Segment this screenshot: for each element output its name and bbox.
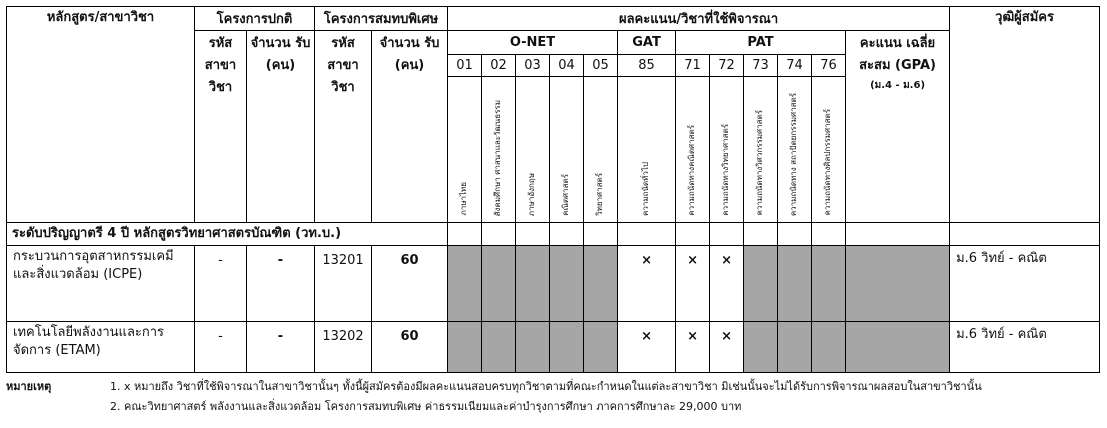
qualification-header: วุฒิผู้สมัคร: [950, 7, 1100, 223]
subject-name-cell: [676, 77, 710, 223]
subject-name: ความถนัดทางวิศวกรรมศาสตร์: [755, 110, 765, 216]
notes-label: หมายเหตุ: [6, 380, 52, 393]
gat-mark: ×: [618, 246, 676, 322]
empty-cell: [812, 223, 846, 246]
notes-list: [110, 377, 1100, 417]
shaded-cell: [812, 322, 846, 373]
gat-header: GAT: [618, 31, 676, 55]
special-code: 13202: [315, 322, 372, 373]
subject-name-cell: [618, 77, 676, 223]
subject-code: 71: [676, 55, 710, 77]
scores-header: ผลคะแนน/วิชาที่ใช้พิจารณา: [448, 7, 950, 31]
empty-cell: [584, 223, 618, 246]
shaded-cell: [584, 246, 618, 322]
shaded-cell: [778, 322, 812, 373]
shaded-cell: [482, 322, 516, 373]
subject-name: วิทยาศาสตร์: [595, 173, 605, 216]
subject-code: 02: [482, 55, 516, 77]
shaded-cell: [516, 322, 550, 373]
regular-code: -: [195, 246, 247, 322]
qualification-value: ม.6 วิทย์ - คณิต: [950, 322, 1100, 373]
shaded-cell: [448, 246, 482, 322]
subject-code: 05: [584, 55, 618, 77]
admission-table: [6, 6, 1100, 373]
subject-name: ความถนัดทางคณิตศาสตร์: [687, 125, 697, 216]
gpa-range: (ม.4 - ม.6): [870, 80, 926, 92]
subject-name-cell: [778, 77, 812, 223]
note-item: 2. คณะวิทยาศาสตร์ พลังงานและสิ่งแวดล้อม โครงการสมทบพิเศษ ค่าธรรมเนียมและค่าบำรุงการศึกษา ภาคการศึกษาละ 29,000 บาท: [110, 400, 742, 413]
regular-header: โครงการปกติ: [195, 7, 315, 31]
subject-name-cell: [812, 77, 846, 223]
program-header: หลักสูตร/สาขาวิชา: [7, 7, 195, 223]
pat72-mark: ×: [710, 322, 744, 373]
subject-name: คณิตศาสตร์: [561, 174, 571, 216]
shaded-cell: [584, 322, 618, 373]
gpa-header: [846, 31, 950, 223]
subject-name: ความถนัดทาง สถาปัตยกรรมศาสตร์: [789, 92, 799, 216]
subject-name-cell: [516, 77, 550, 223]
empty-cell: [448, 223, 482, 246]
gpa-label: คะแนน เฉลี่ยสะสม (GPA): [859, 36, 936, 74]
pat71-mark: ×: [676, 246, 710, 322]
empty-cell: [950, 223, 1100, 246]
special-seats: 60: [372, 322, 448, 373]
pat72-mark: ×: [710, 246, 744, 322]
shaded-cell: [846, 322, 950, 373]
table-row: [7, 322, 1100, 373]
pat-header: PAT: [676, 31, 846, 55]
shaded-cell: [550, 246, 584, 322]
shaded-cell: [812, 246, 846, 322]
qualification-value: ม.6 วิทย์ - คณิต: [950, 246, 1100, 322]
subject-name-cell: [584, 77, 618, 223]
subject-code: 73: [744, 55, 778, 77]
subject-code: 03: [516, 55, 550, 77]
special-code: 13201: [315, 246, 372, 322]
subject-code: 72: [710, 55, 744, 77]
empty-cell: [744, 223, 778, 246]
subject-name-cell: [710, 77, 744, 223]
empty-cell: [778, 223, 812, 246]
shaded-cell: [744, 246, 778, 322]
gat-mark: ×: [618, 322, 676, 373]
table-row: [7, 246, 1100, 322]
empty-cell: [846, 223, 950, 246]
subject-name: ภาษาไทย: [459, 182, 469, 216]
empty-cell: [482, 223, 516, 246]
empty-cell: [676, 223, 710, 246]
onet-header: O-NET: [448, 31, 618, 55]
subject-code: 74: [778, 55, 812, 77]
subject-name: ความถนัดทางศิลปกรรมศาสตร์: [823, 109, 833, 216]
shaded-cell: [448, 322, 482, 373]
special-seats-header: จำนวน รับ (คน): [372, 31, 448, 223]
note-item: 1. x หมายถึง วิชาที่ใช้พิจารณาในสาขาวิชานั้นๆ ทั้งนี้ผู้สมัครต้องมีผลคะแนนสอบครบทุกวิชาตามที่คณะกำหนดในแต่ละสาขาวิชา มิเช่นนั้นจะไม่ได้รับการพิจารณาผลสอบในสาขาวิชานั้น: [110, 380, 982, 393]
pat71-mark: ×: [676, 322, 710, 373]
shaded-cell: [846, 246, 950, 322]
empty-cell: [618, 223, 676, 246]
subject-name-cell: [744, 77, 778, 223]
subject-name: ความถนัดทางวิทยาศาสตร์: [721, 124, 731, 216]
subject-name-cell: [550, 77, 584, 223]
empty-cell: [516, 223, 550, 246]
regular-seats: -: [247, 322, 315, 373]
shaded-cell: [744, 322, 778, 373]
subject-name: ภาษาอังกฤษ: [527, 172, 537, 216]
shaded-cell: [550, 322, 584, 373]
special-seats: 60: [372, 246, 448, 322]
level-row: [7, 223, 1100, 246]
regular-seats-header: จำนวน รับ (คน): [247, 31, 315, 223]
subject-name-cell: [482, 77, 516, 223]
regular-seats: -: [247, 246, 315, 322]
degree-level-label: ระดับปริญญาตรี 4 ปี หลักสูตรวิทยาศาสตรบัณฑิต (วท.บ.): [7, 223, 448, 246]
special-header: โครงการสมทบพิเศษ: [315, 7, 448, 31]
program-name: กระบวนการอุตสาหกรรมเคมีและสิ่งแวดล้อม (ICPE): [7, 246, 195, 322]
subject-code: 85: [618, 55, 676, 77]
regular-code: -: [195, 322, 247, 373]
program-name: เทคโนโลยีพลังงานและการจัดการ (ETAM): [7, 322, 195, 373]
header-row-1: [7, 7, 1100, 31]
shaded-cell: [778, 246, 812, 322]
subject-code: 76: [812, 55, 846, 77]
subject-code: 04: [550, 55, 584, 77]
empty-cell: [550, 223, 584, 246]
special-code-header: รหัส สาขา วิชา: [315, 31, 372, 223]
shaded-cell: [482, 246, 516, 322]
regular-code-header: รหัส สาขา วิชา: [195, 31, 247, 223]
subject-code: 01: [448, 55, 482, 77]
shaded-cell: [516, 246, 550, 322]
empty-cell: [710, 223, 744, 246]
subject-name: ความถนัดทั่วไป: [641, 162, 651, 216]
subject-name: สังคมศึกษา ศาสนาและวัฒนธรรม: [493, 99, 503, 216]
subject-name-cell: [448, 77, 482, 223]
